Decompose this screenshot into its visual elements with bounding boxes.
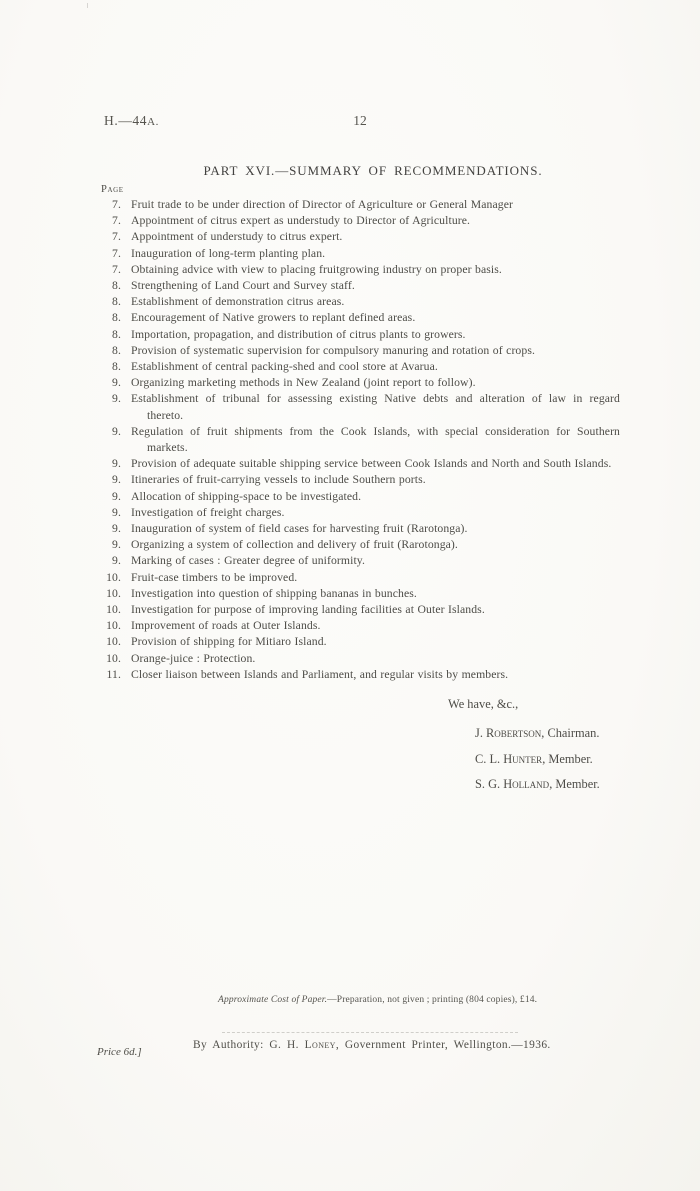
salutation: We have, &c., bbox=[448, 697, 519, 711]
recommendation-item bbox=[100, 667, 620, 683]
item-page-ref: 8. bbox=[112, 360, 121, 374]
item-body bbox=[131, 618, 620, 634]
item-page-ref: 9. bbox=[112, 392, 121, 406]
item-text: Itineraries of fruit-carrying vessels to include Southern ports. bbox=[131, 473, 426, 487]
item-body bbox=[131, 667, 620, 683]
recommendation-item bbox=[100, 651, 620, 667]
item-text: Appointment of understudy to citrus expert. bbox=[131, 230, 343, 244]
recommendation-item bbox=[100, 375, 620, 391]
item-text: Appointment of citrus expert as understudy to Director of Agriculture. bbox=[131, 214, 471, 228]
recommendation-item bbox=[100, 618, 620, 634]
recommendation-item bbox=[100, 213, 620, 229]
recommendation-item bbox=[100, 262, 620, 278]
recommendation-item bbox=[100, 570, 620, 586]
recommendation-list bbox=[100, 197, 620, 683]
item-page-ref: 8. bbox=[112, 343, 121, 357]
item-text: Obtaining advice with view to placing fruitgrowing industry on proper basis. bbox=[131, 262, 502, 276]
item-text: Provision of systematic supervision for compulsory manuring and rotation of crops. bbox=[131, 343, 535, 357]
item-body bbox=[131, 651, 620, 667]
signature-line bbox=[475, 747, 600, 773]
item-page-ref: 7. bbox=[112, 230, 121, 244]
scan-artifact bbox=[87, 3, 88, 8]
signature-given: C. L. bbox=[475, 751, 504, 766]
item-page-ref: 7. bbox=[112, 214, 121, 228]
doc-reference-main: H.—44 bbox=[104, 113, 148, 128]
signature-line bbox=[475, 772, 600, 798]
item-text: Regulation of fruit shipments from the Cook Islands, with special consideration for Southern bbox=[131, 424, 620, 438]
authority-suffix: , Government Printer, Wellington.—1936. bbox=[335, 1039, 551, 1051]
item-text: Organizing marketing methods in New Zealand (joint report to follow). bbox=[131, 376, 476, 390]
cost-of-paper-note bbox=[218, 995, 537, 1005]
item-text: Investigation for purpose of improving landing facilities at Outer Islands. bbox=[131, 603, 485, 617]
recommendation-item bbox=[100, 424, 620, 456]
item-body bbox=[131, 391, 620, 423]
item-page-ref: 9. bbox=[112, 424, 121, 438]
recommendation-item bbox=[100, 553, 620, 569]
doc-reference-suffix: A. bbox=[147, 116, 160, 128]
item-continuation: thereto. bbox=[147, 408, 184, 422]
item-page-ref: 10. bbox=[106, 635, 121, 649]
item-body bbox=[131, 602, 620, 618]
recommendation-item bbox=[100, 537, 620, 553]
signature-surname: Holland bbox=[503, 777, 550, 791]
item-body bbox=[131, 343, 620, 359]
recommendation-item bbox=[100, 489, 620, 505]
item-body bbox=[131, 537, 620, 553]
item-body bbox=[131, 505, 620, 521]
signature-surname: Robertson bbox=[486, 726, 542, 740]
item-page-ref: 9. bbox=[112, 505, 121, 519]
item-body bbox=[131, 294, 620, 310]
price-note: Price 6d.] bbox=[97, 1046, 142, 1058]
item-body bbox=[131, 246, 620, 262]
item-text: Establishment of tribunal for assessing existing Native debts and alteration of law in regard bbox=[131, 392, 620, 406]
item-page-ref: 8. bbox=[112, 279, 121, 293]
signature-role: , Chairman. bbox=[541, 726, 600, 740]
item-page-ref: 9. bbox=[112, 538, 121, 552]
item-page-ref: 8. bbox=[112, 311, 121, 325]
item-text: Establishment of central packing-shed and cool store at Avarua. bbox=[131, 360, 438, 374]
page-number: 12 bbox=[353, 113, 367, 128]
recommendation-item bbox=[100, 586, 620, 602]
recommendation-item bbox=[100, 294, 620, 310]
item-text: Fruit-case timbers to be improved. bbox=[131, 570, 298, 584]
item-body bbox=[131, 570, 620, 586]
item-text: Provision of adequate suitable shipping service between Cook Islands and North and South Islands. bbox=[131, 457, 612, 471]
item-page-ref: 10. bbox=[106, 570, 121, 584]
authority-prefix: By Authority: G. H. bbox=[193, 1039, 305, 1051]
recommendation-item bbox=[100, 278, 620, 294]
printer-name: Loney bbox=[304, 1039, 336, 1051]
item-body bbox=[131, 456, 620, 472]
item-page-ref: 10. bbox=[106, 619, 121, 633]
item-body bbox=[131, 553, 620, 569]
item-page-ref: 10. bbox=[106, 586, 121, 600]
item-text: Allocation of shipping-space to be investigated. bbox=[131, 489, 362, 503]
item-text: Importation, propagation, and distribution of citrus plants to growers. bbox=[131, 327, 466, 341]
signature-role: , Member. bbox=[542, 751, 593, 766]
item-body bbox=[131, 424, 620, 456]
recommendation-item bbox=[100, 634, 620, 650]
item-page-ref: 11. bbox=[106, 667, 121, 681]
recommendation-item bbox=[100, 359, 620, 375]
recommendation-item bbox=[100, 602, 620, 618]
recommendation-item bbox=[100, 246, 620, 262]
item-text: Organizing a system of collection and delivery of fruit (Rarotonga). bbox=[131, 538, 458, 552]
recommendation-item bbox=[100, 521, 620, 537]
item-page-ref: 9. bbox=[112, 489, 121, 503]
item-body bbox=[131, 229, 620, 245]
page-column-label: Page bbox=[101, 184, 124, 195]
item-page-ref: 7. bbox=[112, 246, 121, 260]
recommendation-item bbox=[100, 343, 620, 359]
recommendation-item bbox=[100, 505, 620, 521]
closing-block bbox=[448, 696, 600, 798]
item-page-ref: 8. bbox=[112, 295, 121, 309]
item-text: Improvement of roads at Outer Islands. bbox=[131, 619, 321, 633]
item-page-ref: 9. bbox=[112, 522, 121, 536]
item-body bbox=[131, 213, 620, 229]
signature-line bbox=[475, 721, 600, 747]
item-body bbox=[131, 327, 620, 343]
item-body bbox=[131, 489, 620, 505]
item-text: Encouragement of Native growers to replant defined areas. bbox=[131, 311, 416, 325]
item-body bbox=[131, 634, 620, 650]
item-page-ref: 7. bbox=[112, 198, 121, 211]
item-body bbox=[131, 197, 620, 213]
signature-role: , Member. bbox=[549, 777, 600, 791]
item-text: Fruit trade to be under direction of Director of Agriculture or General Manager bbox=[131, 198, 514, 211]
signature-given: J. bbox=[475, 726, 487, 740]
item-body bbox=[131, 375, 620, 391]
section-title: PART XVI.—SUMMARY OF RECOMMENDATIONS. bbox=[203, 163, 543, 178]
footer-rule bbox=[222, 1032, 518, 1033]
signature-given: S. G. bbox=[475, 777, 504, 791]
item-page-ref: 9. bbox=[112, 554, 121, 568]
item-text: Closer liaison between Islands and Parliament, and regular visits by members. bbox=[131, 667, 509, 681]
signature-surname: Hunter bbox=[503, 751, 543, 766]
item-page-ref: 9. bbox=[112, 376, 121, 390]
item-continuation: markets. bbox=[147, 441, 188, 455]
item-text: Establishment of demonstration citrus areas. bbox=[131, 295, 345, 309]
item-page-ref: 8. bbox=[112, 327, 121, 341]
item-page-ref: 10. bbox=[106, 603, 121, 617]
recommendation-item bbox=[100, 391, 620, 423]
item-body bbox=[131, 586, 620, 602]
item-text: Strengthening of Land Court and Survey staff. bbox=[131, 279, 355, 293]
item-page-ref: 9. bbox=[112, 457, 121, 471]
recommendation-item bbox=[100, 229, 620, 245]
item-body bbox=[131, 359, 620, 375]
recommendation-item bbox=[100, 456, 620, 472]
item-body bbox=[131, 262, 620, 278]
item-page-ref: 9. bbox=[112, 473, 121, 487]
item-body bbox=[131, 310, 620, 326]
item-text: Inauguration of long-term planting plan. bbox=[131, 246, 326, 260]
item-body bbox=[131, 521, 620, 537]
cost-note-title: Approximate Cost of Paper. bbox=[218, 995, 328, 1005]
item-text: Investigation into question of shipping bananas in bunches. bbox=[131, 586, 417, 600]
authority-line bbox=[193, 1039, 551, 1051]
item-text: Inauguration of system of field cases for harvesting fruit (Rarotonga). bbox=[131, 522, 468, 536]
item-page-ref: 7. bbox=[112, 262, 121, 276]
item-body bbox=[131, 278, 620, 294]
item-text: Provision of shipping for Mitiaro Island. bbox=[131, 635, 327, 649]
doc-reference bbox=[104, 113, 159, 129]
item-text: Orange-juice : Protection. bbox=[131, 651, 256, 665]
item-page-ref: 10. bbox=[106, 651, 121, 665]
recommendation-item bbox=[100, 197, 620, 213]
cost-note-detail: —Preparation, not given ; printing (804 copies), £14. bbox=[327, 995, 538, 1005]
item-body bbox=[131, 472, 620, 488]
recommendation-item bbox=[100, 472, 620, 488]
item-text: Marking of cases : Greater degree of uniformity. bbox=[131, 554, 366, 568]
recommendation-item bbox=[100, 310, 620, 326]
signature-list bbox=[448, 721, 600, 798]
recommendation-item bbox=[100, 327, 620, 343]
item-text: Investigation of freight charges. bbox=[131, 505, 285, 519]
